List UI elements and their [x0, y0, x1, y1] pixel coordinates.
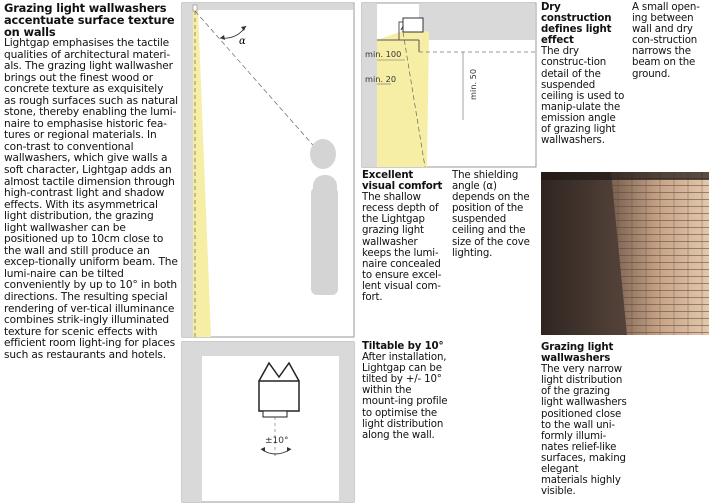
ceiling-detail-diagram: [361, 2, 537, 168]
main-heading: Grazing light wallwashers accentuate surface texture on walls: [4, 1, 175, 39]
dry-construction-column: [541, 2, 627, 146]
tiltable-column: [362, 341, 448, 441]
stone-wall-photo: [541, 172, 709, 335]
visual-comfort-column: [362, 170, 448, 303]
main-text-column: [4, 2, 178, 361]
dry-construction-heading: Dry construction defines light effect: [541, 2, 612, 47]
min20-label: min. 20: [365, 74, 397, 84]
tilt-label: ±10°: [265, 436, 289, 446]
grazing-wallwashers-column: [541, 342, 627, 497]
tiltable-text: After installation, Lightgap can be tilted by +/- 10° within the mount-ing profile to optimise the light distribution along the wall.: [362, 352, 448, 441]
shielding-angle-text: The shielding angle (α) depends on the position of the suspended ceiling and the size of the cove lighting.: [452, 170, 530, 259]
section-diagram: [181, 2, 355, 338]
visual-comfort-heading: Excellent visual comfort: [362, 170, 443, 193]
small-opening-column: [632, 2, 708, 80]
tiltable-heading: Tiltable by 10°: [362, 341, 444, 352]
min100-label: min. 100: [365, 49, 402, 59]
small-opening-text: A small open-ing between wall and dry con-struction narrows the beam on the ground.: [632, 2, 700, 80]
dry-construction-text: The dry construc-tion detail of the suspended ceiling is used to manip-ulate the emission angle of grazing light wallwashers.: [541, 46, 625, 147]
shielding-angle-column: [452, 170, 536, 259]
tilt-detail-diagram: [181, 341, 355, 503]
grazing-wallwashers-text: The very narrow light distribution of the grazing light wallwashers positioned close to the wall uni-formly illumi-nates relief-like surfaces, making elegant materials highly visible.: [541, 364, 627, 498]
min50-label: min. 50: [468, 68, 478, 100]
grazing-wallwashers-heading: Grazing light wallwashers: [541, 342, 614, 365]
main-paragraph: Lightgap emphasises the tactile qualities of architectural materi-als. The grazing light wallwasher brings out the finest wood or concrete texture as exquisitely as rough surfaces such as natural stone, thereby enabling the lumi-naire to emphasise historic fea-tures or regional materials. In con-trast to conventional wallwashers, which give walls a soft character, Lightgap adds an almost tactile dimension through high-contrast light and shadow effects. With its asymmetrical light distribution, the grazing light wallwasher can be positioned up to 10cm close to the wall and still produce an excep-tionally uniform beam. The lumi-naire can be tilted conveniently by up to 10° in both directions. The resulting special rendering of ver-tical illuminance combines strik-ingly illuminated texture for scenic effects with efficient room light-ing for places such as restaurants and hotels.: [4, 37, 178, 361]
alpha-label: α: [239, 36, 246, 47]
visual-comfort-text: The shallow recess depth of the Lightgap grazing light wallwasher keeps the lumi-naire concealed to ensure excel-lent visual com-fort.: [362, 192, 442, 304]
